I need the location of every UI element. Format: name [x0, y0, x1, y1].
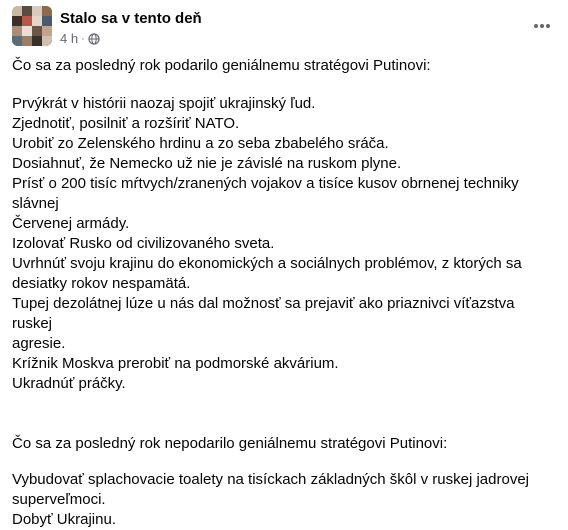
list-item: Krížnik Moskva prerobiť na podmorské akvárium. [12, 355, 339, 372]
post-intro-second: Čo sa za posledný rok nepodarilo geniálnemu stratégovi Putinovi: [12, 435, 448, 452]
list-item: Zjednotiť, posilniť a rozšíriť NATO. [12, 115, 240, 132]
list-item: Izolovať Rusko od civilizovaného sveta. [12, 235, 275, 252]
list-item: Ukradnúť práčky. [12, 375, 126, 392]
post-meta [60, 31, 100, 46]
post-timestamp[interactable]: 4 h [60, 31, 79, 46]
more-horizontal-icon [533, 23, 551, 29]
list-item: Urobiť zo Zelenského hrdinu a zo seba zbabelého sráča. [12, 135, 389, 152]
post-body [12, 56, 556, 530]
list-item: Vybudovať splachovacie toalety na tisíckach základných škôl v ruskej jadrovej superveľmoci. [12, 471, 530, 508]
globe-icon[interactable] [88, 33, 100, 45]
meta-separator: · [81, 32, 85, 45]
list-item: Prvýkrát v histórii naozaj spojiť ukrajinský ľud. [12, 95, 316, 112]
list-item: Dobyť Ukrajinu. [12, 511, 116, 528]
post-intro: Čo sa za posledný rok podarilo geniálnemu stratégovi Putinovi: [12, 57, 431, 74]
more-options-button[interactable] [528, 14, 556, 38]
group-name-link[interactable]: Stalo sa v tento deň [60, 10, 202, 27]
group-avatar[interactable] [12, 6, 52, 46]
list-item: Dosiahnuť, že Nemecko už nie je závislé na ruskom plyne. [12, 155, 402, 172]
list-item: Uvrhnúť svoju krajinu do ekonomických a sociálnych problémov, z ktorých sa desiatky rokov nespamätá. [12, 255, 522, 292]
paragraph-spacer [12, 394, 556, 434]
list-item: Tupej dezolátnej lúze u nás dal možnosť sa prejaviť ako priaznivci víťazstva ruskej agresie. [12, 295, 515, 352]
list-item: Prísť o 200 tisíc mŕtvych/zranených vojakov a tisíce kusov obrnenej techniky slávnej Červenej armády. [12, 175, 519, 232]
paragraph-gap [12, 458, 556, 470]
post-header [12, 6, 556, 50]
